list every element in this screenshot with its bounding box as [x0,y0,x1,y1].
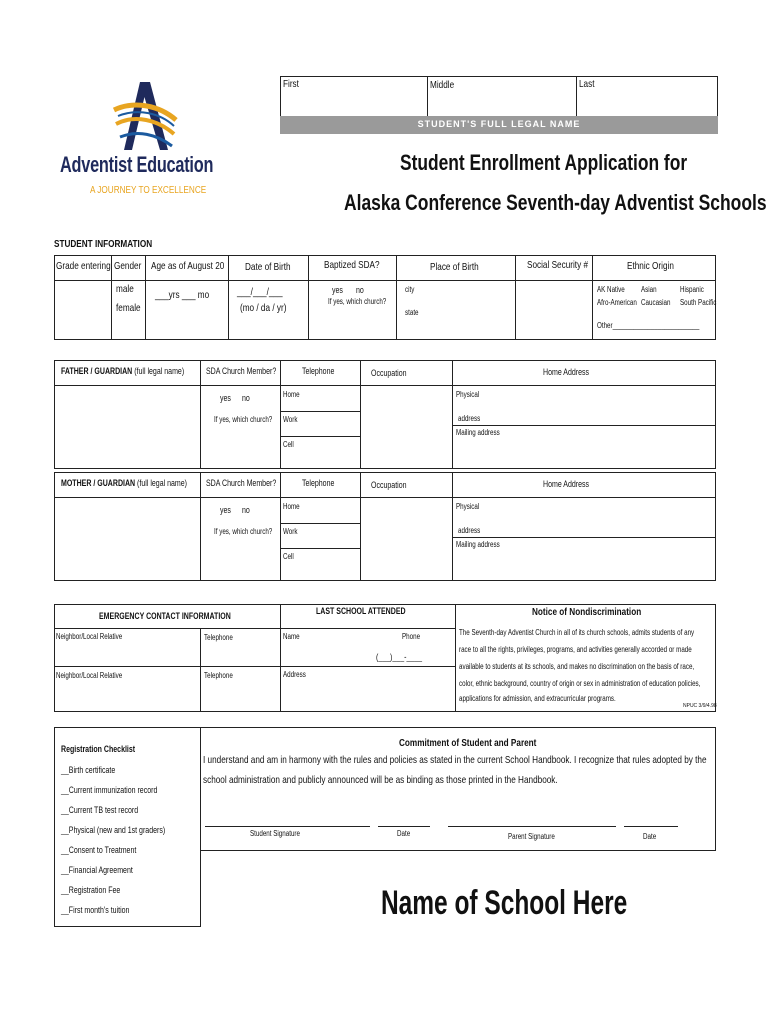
mother-physical-address[interactable]: Physical [456,502,480,511]
divider [200,360,201,469]
ssn-field[interactable] [517,282,591,338]
col-place-of-birth: Place of Birth [430,261,479,273]
divider [448,826,616,827]
divider [200,628,201,712]
divider [54,280,716,281]
ethnic-hispanic[interactable]: Hispanic [680,285,704,294]
baptized-which-church: If yes, which church? [328,297,387,306]
divider [54,385,716,386]
student-signature-label: Student Signature [250,829,300,838]
father-which-church: If yes, which church? [214,415,273,424]
divider [205,826,370,827]
father-sda-header: SDA Church Member? [206,366,277,376]
divider [280,548,360,549]
divider [54,628,455,629]
checklist-tb-test[interactable]: __Current TB test record [61,805,139,815]
form-title-line2: Alaska Conference Seventh-day Adventist Schools [344,190,767,215]
father-mailing-address[interactable]: Mailing address [456,428,500,437]
mother-physical-address-2: address [458,526,481,535]
col-ethnic: Ethnic Origin [627,260,674,272]
divider [624,826,678,827]
brand-name: Adventist Education [60,152,214,177]
commitment-title: Commitment of Student and Parent [399,737,537,749]
divider [280,604,281,712]
last-school-title: LAST SCHOOL ATTENDED [316,606,406,616]
mother-sda-header: SDA Church Member? [206,478,277,488]
first-name-label: First [283,78,299,90]
mother-phone-home[interactable]: Home [283,502,300,511]
father-label-title: FATHER / GUARDIAN [61,366,133,376]
col-grade: Grade entering [56,260,111,272]
checklist-registration-fee[interactable]: __Registration Fee [61,885,121,895]
divider [396,255,397,340]
last-school-name[interactable]: Name [283,632,300,641]
divider [360,472,361,581]
mother-label [61,478,187,488]
gender-female[interactable]: female [116,302,141,314]
col-dob: Date of Birth [245,261,291,273]
divider [452,425,716,426]
student-signature-field[interactable] [205,806,370,826]
checklist-financial[interactable]: __Financial Agreement [61,865,133,875]
mother-mailing-address[interactable]: Mailing address [456,540,500,549]
father-occupation-header: Occupation [371,368,407,378]
parent-date-label: Date [643,832,657,841]
school-name: Name of School Here [381,884,628,922]
student-date-field[interactable] [378,806,430,826]
checklist-title: Registration Checklist [61,744,136,754]
ethnic-south-pacific[interactable]: South Pacific [680,298,717,307]
mother-occupation-header: Occupation [371,480,407,490]
divider [452,360,453,469]
ethnic-afro-american[interactable]: Afro-American [597,298,637,307]
divider [427,76,428,116]
divider [280,523,360,524]
divider [452,537,716,538]
divider [280,436,360,437]
divider [111,255,112,340]
father-phone-work[interactable]: Work [283,415,298,424]
brand-tagline: A JOURNEY TO EXCELLENCE [90,185,207,196]
last-school-address[interactable]: Address [283,670,306,679]
divider [145,255,146,340]
parent-signature-label: Parent Signature [508,832,555,841]
divider [576,76,577,116]
notice-title: Notice of Nondiscrimination [532,606,642,618]
first-name-field[interactable] [282,92,426,114]
divider [378,826,430,827]
divider [54,497,716,498]
age-field[interactable]: ___yrs ___ mo [155,289,210,301]
checklist-physical[interactable]: __Physical (new and 1st graders) [61,825,166,835]
father-phone-cell[interactable]: Cell [283,440,294,449]
father-phone-home[interactable]: Home [283,390,300,399]
checklist-immunization[interactable]: __Current immunization record [61,785,158,795]
notice-line-1: The Seventh-day Adventist Church in all of its church schools, admits students of any [459,628,695,637]
last-name-label: Last [579,78,595,90]
grade-field[interactable] [56,282,110,338]
father-name-field[interactable] [56,387,199,467]
emergency-phone-2[interactable]: Telephone [204,671,233,680]
mother-label-title: MOTHER / GUARDIAN [61,478,136,488]
notice-line-3: available to students at its schools, and makes no discrimination on the basis of race, [459,662,695,671]
col-ssn: Social Security # [527,259,588,271]
parent-signature-field[interactable] [448,806,616,826]
ethnic-ak-native[interactable]: AK Native [597,285,625,294]
notice-line-2: race to all the rights, privileges, programs, and activities generally accorded or made [459,645,692,654]
commitment-text-2: school administration and publicly announced will be as binding as those printed in the Handbook. [203,774,558,786]
last-name-field[interactable] [578,92,716,114]
col-gender: Gender [114,260,142,272]
mother-address-header: Home Address [543,479,590,489]
notice-line-4: color, ethnic background, country of origin or sex in administration of education policies, [459,679,701,688]
col-baptized: Baptized SDA? [324,259,380,271]
divider [308,255,309,340]
emergency-contact-2[interactable]: Neighbor/Local Relative [56,671,123,680]
mother-telephone-header: Telephone [302,478,335,488]
father-label [61,366,184,376]
emergency-phone-1[interactable]: Telephone [204,633,233,642]
ethnic-asian[interactable]: Asian [641,285,657,294]
checklist-consent[interactable]: __Consent to Treatment [61,845,137,855]
divider [280,360,281,469]
student-date-label: Date [397,829,411,838]
divider [360,360,361,469]
birth-city-label: city [405,285,415,294]
notice-code: NPUC 3/9/4.98 [683,703,717,709]
middle-name-label: Middle [430,79,455,91]
middle-name-field[interactable] [429,92,575,114]
father-sda-yes[interactable]: yes [220,393,231,403]
form-title-line1: Student Enrollment Application for [400,150,688,175]
emergency-title: EMERGENCY CONTACT INFORMATION [99,611,231,621]
mother-name-field[interactable] [56,499,199,579]
adventist-logo [110,80,180,152]
notice-line-5: applications for admission, and extracurricular programs. [459,694,616,703]
birth-state-label: state [405,308,419,317]
ethnic-caucasian[interactable]: Caucasian [641,298,671,307]
student-info-heading: STUDENT INFORMATION [54,238,153,250]
divider [455,604,456,712]
dob-field[interactable]: ___/___/___ [237,286,283,298]
father-occupation-field[interactable] [362,387,451,467]
mother-sda-no[interactable]: no [242,505,250,515]
divider [452,472,453,581]
divider [515,255,516,340]
last-school-phone-field[interactable]: (___)___-____ [376,652,423,662]
logo-mark-icon [110,80,180,152]
mother-sda-yes[interactable]: yes [220,505,231,515]
col-age: Age as of August 20 [151,260,225,272]
commitment-text-1: I understand and am in harmony with the rules and policies as stated in the current School Handbook. I recognize that rules adopted by the [203,754,707,766]
dob-format: (mo / da / yr) [240,302,287,314]
ethnic-other[interactable]: Other_________________________ [597,321,700,330]
mother-label-sub: (full legal name) [137,478,188,488]
mother-occupation-field[interactable] [362,499,451,579]
baptized-no[interactable]: no [356,285,364,295]
mother-phone-work[interactable]: Work [283,527,298,536]
gender-male[interactable]: male [116,283,134,295]
father-label-sub: (full legal name) [134,366,185,376]
father-telephone-header: Telephone [302,366,335,376]
mother-phone-cell[interactable]: Cell [283,552,294,561]
divider [228,255,229,340]
divider [54,666,455,667]
father-address-header: Home Address [543,367,590,377]
father-sda-no[interactable]: no [242,393,250,403]
divider [592,255,593,340]
checklist-birth-certificate[interactable]: __Birth certificate [61,765,116,775]
baptized-yes[interactable]: yes [332,285,343,295]
father-physical-address-2: address [458,414,481,423]
checklist-tuition[interactable]: __First month's tuition [61,905,130,915]
last-school-phone-label: Phone [402,632,421,641]
parent-date-field[interactable] [624,806,678,826]
emergency-contact-1[interactable]: Neighbor/Local Relative [56,632,123,641]
name-banner-text: STUDENT'S FULL LEGAL NAME [417,119,581,129]
divider [200,472,201,581]
divider [280,472,281,581]
mother-which-church: If yes, which church? [214,527,273,536]
divider [280,411,360,412]
father-physical-address[interactable]: Physical [456,390,480,399]
